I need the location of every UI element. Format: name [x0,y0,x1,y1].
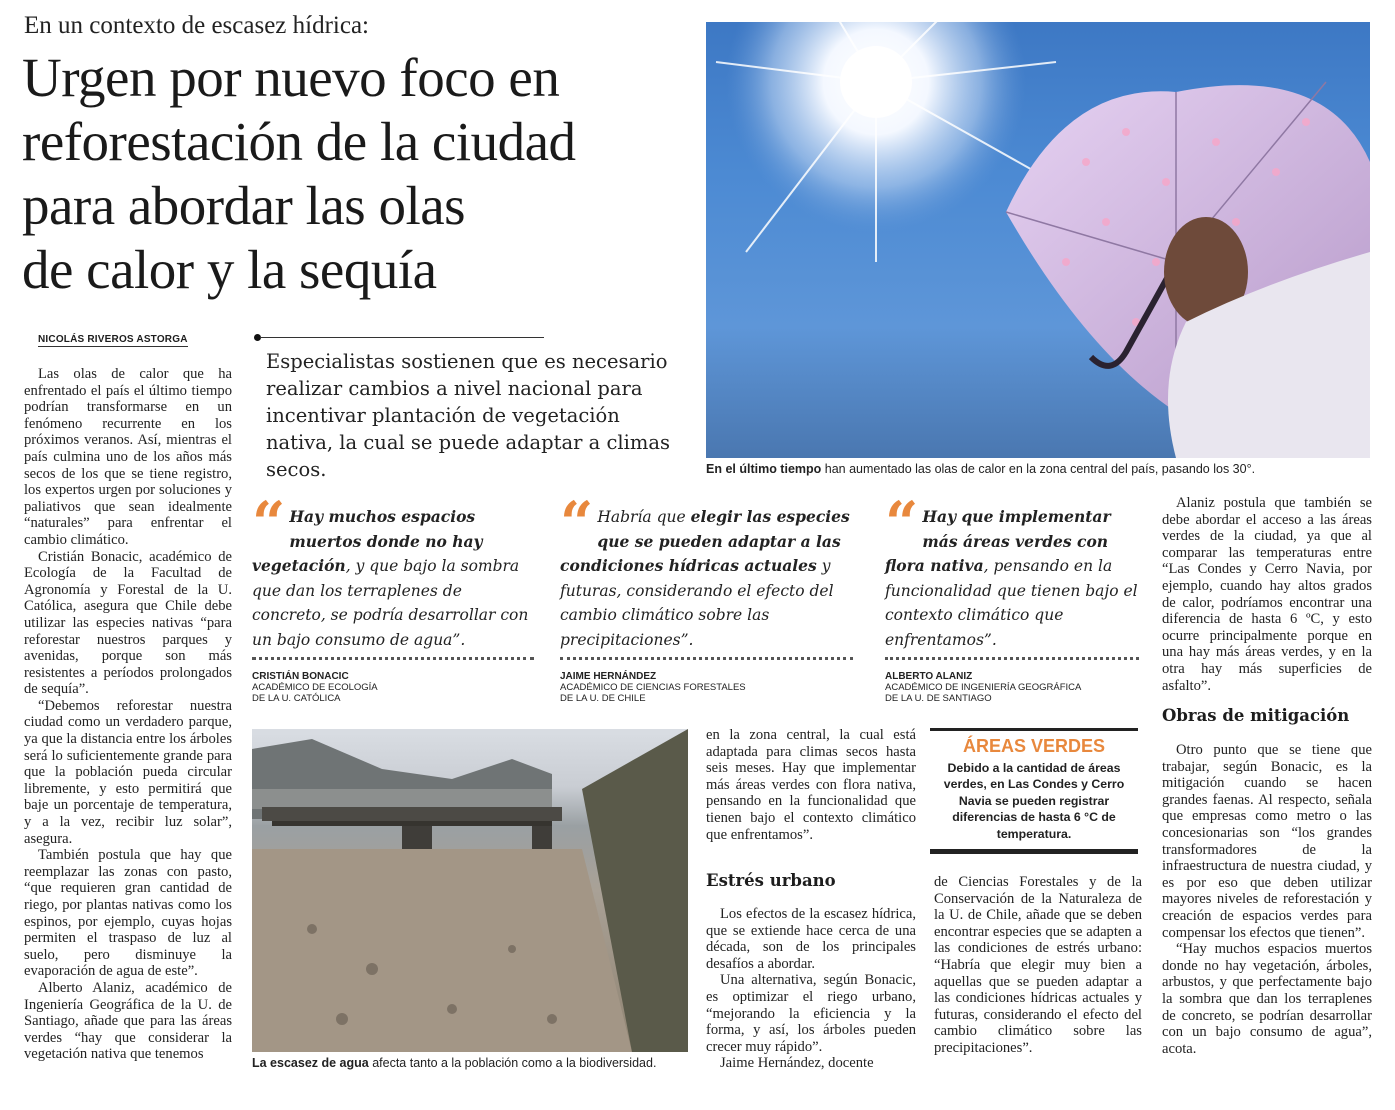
paragraph: Cristián Bonacic, académico de Ecología de la Facultad de Agronomía y Forestal de la U. Católica, asegura que Chile debe utilizar las especies nativas “para reforestar nuestros parques y avenidas, porque son más resistentes a períodos prolongados de sequía”. [24,548,232,698]
lead-paragraph: Especialistas sostienen que es necesario realizar cambios a nivel nacional para incentivar plantación de vegetación nativa, la cual se puede adaptar a climas secos. [266,350,670,481]
headline-line: de calor y la sequía [22,239,437,300]
paragraph: Otro punto que se tiene que trabajar, según Bonacic, es la mitigación cuando se hacen grandes faenas. Al respecto, señala que empresas como metro o las concesionarias son “los grandes transformadores de la infraestructura de nuestra ciudad, y es por eso que deben utilizar mayores niveles de reforestación y creación de espacios verdes para compensar los efectos que tienen”. [1162,742,1372,941]
caption-text: afecta tanto a la población como a la biodiversidad. [368,1056,657,1070]
attribution-role: DE LA U. CATÓLICA [252,693,341,704]
dry-riverbed [252,849,632,1052]
pull-quote-alaniz [885,489,1139,652]
quote-attribution [252,671,378,704]
bridge-deck [262,807,562,821]
quote-end: ”. [452,630,466,649]
paragraph: “Hay muchos espacios muertos donde no hay vegetación, árboles, arbustos, y que perfectamente bajo la sombra que dan los terraplenes de concreto, se podrían desarrollar con un bajo consumo de agua”, acota. [1162,941,1372,1057]
quote-mark: “ [885,489,919,557]
quote-text: , y que bajo la sombra que dan los terraplenes de concreto, se podría desarrollar con un bajo consumo de agua [252,557,529,649]
caption-lead: La escasez de agua [252,1056,369,1070]
dry-river-photo [252,729,688,1052]
quote-pre: Habría que [597,508,691,526]
column-3-top [706,727,916,843]
box-title: ÁREAS VERDES [962,736,1106,756]
column-4 [934,874,1142,1057]
bridge-beam [272,821,552,826]
paragraph: Las olas de calor que ha enfrentado el país el último tiempo podrían transformarse en un fenómeno recurrente en los próximos veranos. Así, mientras el país culmina uno de los años más secos de los que se tiene registro, los expertos urgen por soluciones y paliativos que sean idealmente “naturales” para enfrentar el cambio climático. [24,366,232,548]
attribution-role: DE LA U. DE SANTIAGO [885,693,992,704]
column-3-bottom [706,906,916,1072]
quote-divider [560,657,853,661]
byline: NICOLÁS RIVEROS ASTORGA [38,334,188,345]
pull-quote-bonacic [252,489,534,652]
quote-divider [885,657,1139,661]
quote-bold: Hay que implementar más áreas verdes con flora nativa [885,507,1111,575]
quote-end: ”. [680,630,694,649]
paragraph: Alaniz postula que también se debe abordar el acceso a las áreas verdes de la ciudad, ya que al comparar las temperaturas entre “Las Condes y Cerro Navia, por ejemplo, cuando hay altos grados de calor, podríamos encontrar una diferencia de hasta 6 ºC, y esto ocurre principalmente porque en una hay más áreas verdes, y en la otra hay más superficies de asfalto”. [1162,495,1372,694]
attribution-role: DE LA U. DE CHILE [560,693,646,704]
quote-end: ”. [983,630,997,649]
attribution-role: ACADÉMICO DE ECOLOGÍA [252,682,378,693]
main-photo-illustration [706,22,1370,458]
attribution-name: CRISTIÁN BONACIC [252,671,349,682]
box-rule [930,728,1138,731]
column-5-bottom [1162,742,1372,1057]
quote-mark: “ [252,489,286,557]
paragraph: También postula que hay que reemplazar las zonas con pasto, “que requieren gran cantidad de riego, por plantas nativas como los espinos, por ejemplo, cuyas hojas permiten el traspaso de luz al suelo, pero disminuye la evaporación de agua de este”. [24,847,232,980]
quote-mark: “ [560,489,594,557]
quote-bold: elegir las especies que se pueden adaptar a las condiciones hídricas actuales [560,507,850,575]
pull-quote-hernandez [560,489,856,652]
quote-text: y futuras, considerando el efecto del cambio climático sobre las precipitaciones [560,557,834,649]
attribution-role: ACADÉMICO DE CIENCIAS FORESTALES [560,682,746,693]
city-buildings [252,789,552,809]
subhead-estres-urbano: Estrés urbano [706,871,836,890]
box-text: Debido a la cantidad de áreas verdes, en Las Condes y Cerro Navia se pueden registrar diferencias de hasta 6 °C de temperatura. [943,761,1125,841]
attribution-role: ACADÉMICO DE INGENIERÍA GEOGRÁFICA [885,682,1082,693]
column-5-top [1162,495,1372,694]
divider-line [260,337,544,338]
column-1 [24,366,232,1063]
kicker: En un contexto de escasez hídrica: [24,12,369,39]
paragraph: de Ciencias Forestales y de la Conservación de la Naturaleza de la U. de Chile, añade que se deben encontrar especies que se adapten a las condiciones de estrés urbano: “Habría que elegir muy bien a aquellas que se pueden adaptar a las condiciones hídricas actuales y futuras, considerando el efecto del cambio climático sobre las precipitaciones”. [934,874,1142,1056]
main-photo-umbrella-sun [706,22,1370,458]
dry-river-illustration [252,729,688,1052]
paragraph: Los efectos de la escasez hídrica, que se extiende hace cerca de una década, son de los principales desafíos a abordar. [706,906,916,972]
quote-bold: Hay muchos espacios muertos donde no hay vegetación [252,507,483,575]
caption-lead: En el último tiempo [706,462,822,476]
box-rule [930,849,1138,854]
paragraph: Jaime Hernández, docente [720,1055,874,1072]
sun [840,46,912,118]
paragraph: Alberto Alaniz, académico de Ingeniería Geográfica de la U. de Santiago, añade que para las áreas verdes “hay que considerar la vegetación nativa que tenemos [24,979,232,1063]
areas-verdes-box [930,728,1138,854]
headline [22,46,692,302]
dry-river-caption [252,1056,688,1070]
headline-line: Urgen por nuevo foco en [22,47,560,108]
paragraph: “Debemos reforestar nuestra ciudad como un verdadero parque, ya que la distancia entre los árboles será lo suficientemente grande para que la población pueda circular libremente, y esto permitirá que baje un porcentaje de temperatura, y a la vez, recibir luz solar”, asegura. [24,697,232,847]
main-photo-caption [706,462,1370,476]
quote-attribution [885,671,1081,704]
paragraph: Una alternativa, según Bonacic, es optimizar el riego urbano, “mejorando la eficiencia y la forma, y así, los árboles pueden crecer muy rápido”. [706,972,916,1055]
attribution-name: JAIME HERNÁNDEZ [560,671,657,682]
headline-line: reforestación de la ciudad [22,111,576,172]
headline-line: para abordar las olas [22,175,466,236]
quote-attribution [560,671,746,704]
attribution-name: ALBERTO ALANIZ [885,671,973,682]
subhead-obras-de-mitigacion: Obras de mitigación [1162,706,1350,725]
lead-divider [254,334,544,340]
paragraph: en la zona central, la cual está adaptada para climas secos hasta seis meses. Hay que implementar más áreas verdes con flora nativa, pensando en la funcionalidad que tienen bajo el contexto climático que enfrentamos”. [706,727,916,843]
quote-text: , pensando en la funcionalidad que tienen bajo el contexto climático que enfrentamos [885,557,1138,649]
quote-divider [252,657,534,661]
caption-text: han aumentado las olas de calor en la zona central del país, pasando los 30°. [821,462,1256,476]
